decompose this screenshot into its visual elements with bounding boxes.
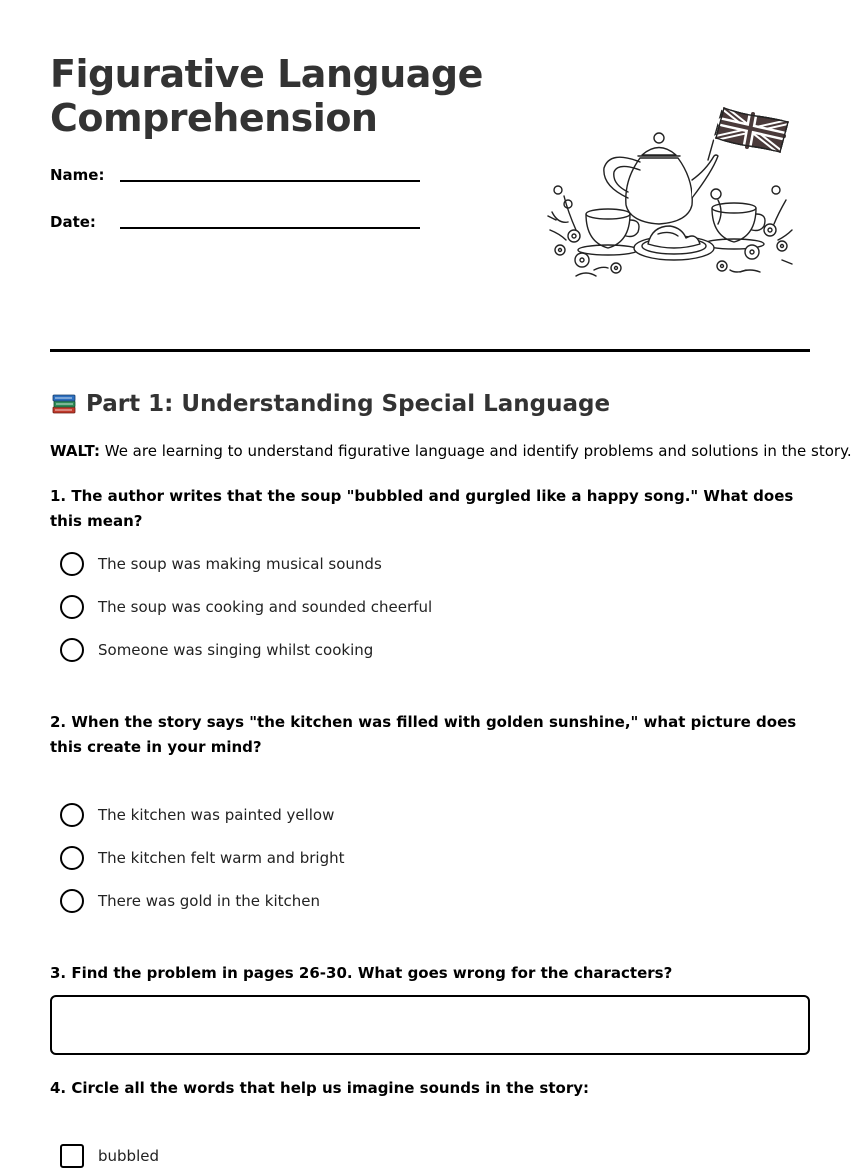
question-3: 3. Find the problem in pages 26-30. What goes wrong for the characters? bbox=[50, 964, 673, 982]
option-label: The soup was cooking and sounded cheerful bbox=[98, 598, 433, 616]
page-title bbox=[50, 52, 530, 140]
option-label: The kitchen was painted yellow bbox=[98, 806, 335, 824]
radio-button[interactable] bbox=[60, 803, 84, 827]
walt-text: We are learning to understand figurative language and identify problems and solutions in the story. bbox=[99, 442, 852, 460]
books-icon bbox=[50, 389, 78, 417]
part1-heading bbox=[50, 388, 610, 420]
radio-button[interactable] bbox=[60, 889, 84, 913]
title-line-1: Figurative Language bbox=[50, 52, 483, 96]
question-1: 1. The author writes that the soup "bubbled and gurgled like a happy song." What does this mean? bbox=[50, 487, 794, 530]
date-input-line[interactable] bbox=[120, 227, 420, 229]
option-label: The kitchen felt warm and bright bbox=[98, 849, 345, 867]
name-label: Name: bbox=[50, 166, 105, 184]
checkbox[interactable] bbox=[60, 1144, 84, 1168]
name-field-row bbox=[50, 166, 470, 190]
question-2-option-3[interactable] bbox=[60, 889, 760, 915]
option-label: Someone was singing whilst cooking bbox=[98, 641, 374, 659]
option-label: bubbled bbox=[98, 1147, 159, 1165]
question-4: 4. Circle all the words that help us imagine sounds in the story: bbox=[50, 1079, 589, 1097]
date-label: Date: bbox=[50, 213, 96, 231]
walt-label: WALT: bbox=[50, 442, 100, 460]
question-1-option-3[interactable] bbox=[60, 638, 760, 664]
question-2-option-2[interactable] bbox=[60, 846, 760, 872]
option-label: The soup was making musical sounds bbox=[98, 555, 382, 573]
title-line-2: Comprehension bbox=[50, 96, 378, 140]
name-input-line[interactable] bbox=[120, 180, 420, 182]
part1-title: Part 1: Understanding Special Language bbox=[86, 391, 611, 417]
tea-set-illustration-icon bbox=[546, 100, 796, 285]
question-1-option-1[interactable] bbox=[60, 552, 760, 578]
radio-button[interactable] bbox=[60, 595, 84, 619]
question-4-option-1[interactable] bbox=[60, 1144, 760, 1170]
radio-button[interactable] bbox=[60, 638, 84, 662]
walt-statement bbox=[50, 440, 852, 462]
question-3-answer-box[interactable] bbox=[50, 995, 810, 1055]
radio-button[interactable] bbox=[60, 846, 84, 870]
date-field-row bbox=[50, 213, 470, 237]
header-divider bbox=[50, 349, 810, 352]
question-2: 2. When the story says "the kitchen was filled with golden sunshine," what picture does this create in your mind? bbox=[50, 713, 797, 756]
question-2-option-1[interactable] bbox=[60, 803, 760, 829]
radio-button[interactable] bbox=[60, 552, 84, 576]
question-1-option-2[interactable] bbox=[60, 595, 760, 621]
option-label: There was gold in the kitchen bbox=[98, 892, 320, 910]
